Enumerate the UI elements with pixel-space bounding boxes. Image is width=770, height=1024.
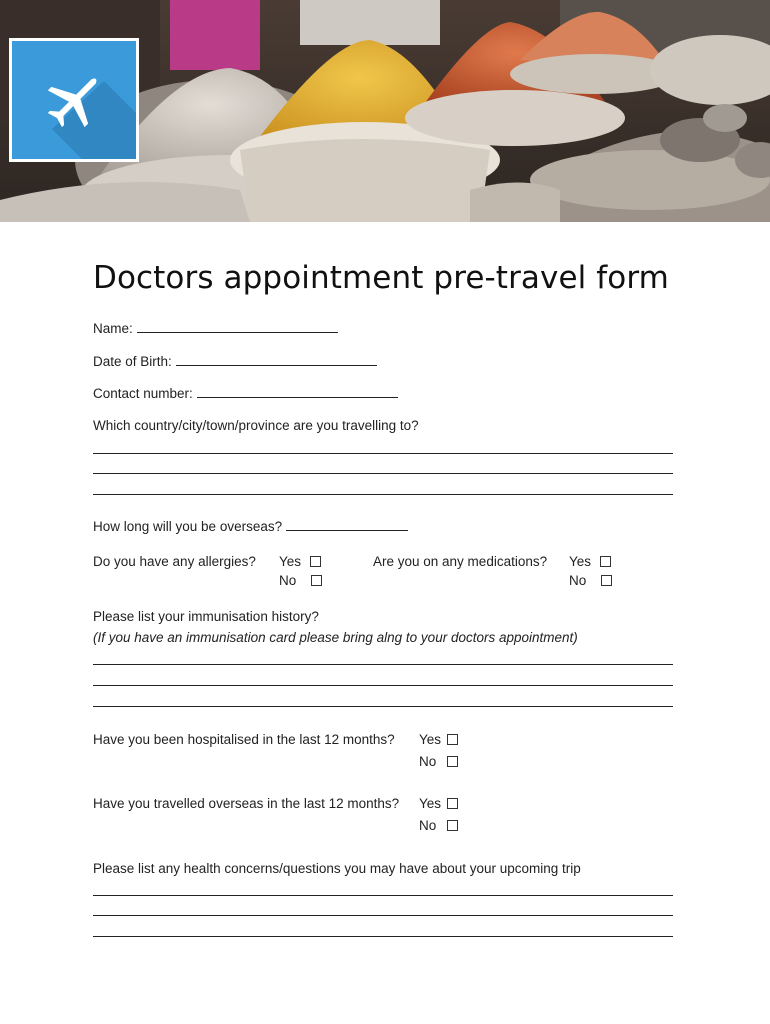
header-banner <box>0 0 770 222</box>
allergies-no-option[interactable] <box>279 573 322 588</box>
allergies-yes-label: Yes <box>279 554 302 569</box>
hospitalised-no-checkbox[interactable] <box>447 756 458 767</box>
destination-line-2[interactable] <box>93 473 673 474</box>
destination-line-3[interactable] <box>93 494 673 495</box>
dob-row <box>93 353 377 369</box>
allergies-yes-option[interactable] <box>279 554 321 569</box>
contact-label: Contact number: <box>93 386 193 401</box>
airplane-icon <box>12 41 136 159</box>
page-title: Doctors appointment pre-travel form <box>93 260 669 296</box>
name-label: Name: <box>93 321 133 336</box>
allergies-no-checkbox[interactable] <box>311 575 322 586</box>
contact-row <box>93 385 398 401</box>
hospitalised-yes-label: Yes <box>419 732 442 747</box>
allergies-yes-checkbox[interactable] <box>310 556 321 567</box>
travelled-no-label: No <box>419 818 437 833</box>
immunisation-line-1[interactable] <box>93 664 673 665</box>
travelled-no-option[interactable] <box>419 818 458 833</box>
hospitalised-no-label: No <box>419 754 437 769</box>
hospitalised-question: Have you been hospitalised in the last 12 months? <box>93 732 395 747</box>
health-concerns-line-1[interactable] <box>93 895 673 896</box>
health-concerns-question: Please list any health concerns/questions you may have about your upcoming trip <box>93 861 581 876</box>
name-field[interactable] <box>137 320 338 333</box>
hospitalised-no-option[interactable] <box>419 754 458 769</box>
allergies-question: Do you have any allergies? <box>93 554 256 569</box>
travelled-question: Have you travelled overseas in the last 12 months? <box>93 796 400 811</box>
travelled-no-checkbox[interactable] <box>447 820 458 831</box>
health-concerns-line-2[interactable] <box>93 915 673 916</box>
medications-no-label: No <box>569 573 587 588</box>
medications-question: Are you on any medications? <box>373 554 548 569</box>
travelled-yes-checkbox[interactable] <box>447 798 458 809</box>
destination-line-1[interactable] <box>93 453 673 454</box>
logo-box <box>9 38 139 162</box>
travelled-yes-label: Yes <box>419 796 442 811</box>
medications-yes-label: Yes <box>569 554 592 569</box>
immunisation-line-3[interactable] <box>93 706 673 707</box>
allergies-no-label: No <box>279 573 297 588</box>
duration-field[interactable] <box>286 518 408 531</box>
hospitalised-yes-checkbox[interactable] <box>447 734 458 745</box>
medications-yes-option[interactable] <box>569 554 611 569</box>
medications-no-option[interactable] <box>569 573 612 588</box>
destination-question: Which country/city/town/province are you travelling to? <box>93 418 419 433</box>
immunisation-note: (If you have an immunisation card please bring alng to your doctors appointment) <box>93 630 578 645</box>
immunisation-question: Please list your immunisation history? <box>93 609 319 624</box>
duration-label: How long will you be overseas? <box>93 519 283 534</box>
dob-field[interactable] <box>176 353 377 366</box>
hospitalised-yes-option[interactable] <box>419 732 458 747</box>
duration-row <box>93 518 408 534</box>
contact-field[interactable] <box>197 385 398 398</box>
name-row <box>93 320 338 336</box>
medications-yes-checkbox[interactable] <box>600 556 611 567</box>
medications-no-checkbox[interactable] <box>601 575 612 586</box>
dob-label: Date of Birth: <box>93 354 172 369</box>
travelled-yes-option[interactable] <box>419 796 458 811</box>
immunisation-line-2[interactable] <box>93 685 673 686</box>
health-concerns-line-3[interactable] <box>93 936 673 937</box>
